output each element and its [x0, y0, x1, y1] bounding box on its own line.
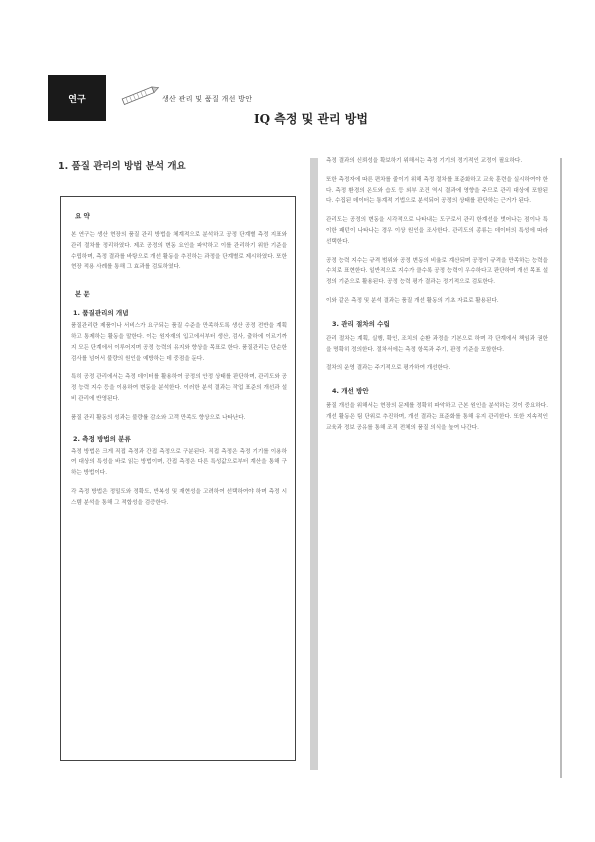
body-paragraph: 이와 같은 측정 및 분석 결과는 품질 개선 활동의 기초 자료로 활용된다. — [326, 297, 499, 304]
column-divider — [310, 158, 318, 770]
abstract-box — [60, 196, 296, 761]
body-paragraph: 측정 결과의 신뢰성을 확보하기 위해서는 측정 기기의 정기적인 교정이 필요하다. — [326, 158, 523, 164]
header-subtitle: 생산 관리 및 품질 개선 방안 — [162, 95, 253, 103]
body-paragraph: 품질 관리 활동의 성과는 불량률 감소와 고객 만족도 향상으로 나타난다. — [71, 414, 246, 421]
page-title: IQ 측정 및 관리 방법 — [254, 112, 368, 126]
subsection-heading: 3. 관리 절차의 수립 — [332, 319, 390, 328]
body-paragraph: 공정 능력 지수는 규격 범위와 공정 변동의 비율로 계산되며 공정이 규격을 만족하는 능력을 수치로 표현한다. 일반적으로 지수가 클수록 공정 능력이 우수하다고 판단하며 개선 목표 설정의 기준으로 활용된다. 공정 능력 평가 결과는 정기적으로 검토한다. — [326, 257, 548, 286]
abstract-label: 요 약 — [75, 212, 90, 220]
body-paragraph: 품질 개선을 위해서는 현장의 문제를 정확히 파악하고 근본 원인을 분석하는 것이 중요하다. 개선 활동은 팀 단위로 추진하며, 개선 결과는 표준화를 통해 유지 관리한다. 또한 지속적인 교육과 정보 공유를 통해 조직 전체의 품질 의식을 높여 나간다. — [326, 403, 548, 431]
subsection-heading: 2. 측정 방법의 분류 — [73, 434, 131, 443]
section-heading: 1. 품질 관리의 방법 분석 개요 — [58, 161, 186, 172]
abstract-text: 본 연구는 생산 현장의 품질 관리 방법을 체계적으로 분석하고 공정 단계별 측정 지표와 관리 절차를 정리하였다. 제조 공정의 변동 요인을 파악하고 이를 관리하기 위한 기준을 수립하며, 측정 결과를 바탕으로 개선 활동을 추진하는 과정을 단계별로 제시하였다. 또한 현장 적용 사례를 통해 그 효과를 검토하였다. — [71, 232, 287, 271]
body-paragraph: 관리 절차는 계획, 실행, 확인, 조치의 순환 과정을 기본으로 하며 각 단계에서 책임과 권한을 명확히 정의한다. 절차서에는 측정 항목과 주기, 판정 기준을 포함한다. — [326, 335, 548, 353]
chapter-badge: 연구 — [48, 75, 106, 121]
body-paragraph: 측정 방법은 크게 직접 측정과 간접 측정으로 구분된다. 직접 측정은 측정 기기를 이용하여 대상의 특성을 바로 읽는 방법이며, 간접 측정은 다른 특성값으로부터 계산을 통해 구하는 방법이다. — [71, 448, 287, 477]
pencil-icon — [118, 84, 162, 106]
subsection-heading: 4. 개선 방안 — [332, 387, 369, 396]
body-paragraph: 특히 공정 관리에서는 측정 데이터를 활용하여 공정의 안정 상태를 판단하며, 관리도와 공정 능력 지수 등을 이용하여 변동을 분석한다. 이러한 분석 결과는 작업 표준의 개선과 설비 관리에 반영된다. — [71, 374, 287, 402]
body-label: 본 문 — [75, 290, 90, 299]
subsection-heading: 1. 품질관리의 개념 — [73, 309, 129, 318]
body-paragraph: 절차의 운영 결과는 주기적으로 평가하여 개선한다. — [326, 365, 451, 372]
body-paragraph: 각 측정 방법은 정밀도와 정확도, 반복성 및 재현성을 고려하여 선택하여야 하며 측정 시스템 분석을 통해 그 적합성을 검증한다. — [71, 488, 287, 506]
right-column — [326, 156, 548, 776]
body-paragraph: 또한 측정자에 따른 편차를 줄이기 위해 측정 절차를 표준화하고 교육 훈련을 실시하여야 한다. 측정 환경의 온도와 습도 등 외부 조건 역시 결과에 영향을 주므로 관리 대상에 포함된다. 수집된 데이터는 통계적 기법으로 분석되어 공정의 상태를 판단하는 근거가 된다. — [326, 176, 548, 205]
page-edge-rule — [560, 158, 562, 778]
body-paragraph: 관리도는 공정의 변동을 시각적으로 나타내는 도구로서 관리 한계선을 벗어나는 점이나 특이한 패턴이 나타나는 경우 이상 원인을 조사한다. 관리도의 종류는 데이터의 특성에 따라 선택한다. — [326, 217, 548, 245]
body-paragraph: 품질관리란 제품이나 서비스가 요구되는 품질 수준을 만족하도록 생산 공정 전반을 계획하고 통제하는 활동을 말한다. 이는 원자재의 입고에서부터 생산, 검사, 출하에 이르기까지 모든 단계에서 이루어지며 공정 능력의 유지와 향상을 목표로 한다. 품질관리는 단순한 검사를 넘어서 불량의 원인을 예방하는 데 중점을 둔다. — [71, 323, 287, 362]
